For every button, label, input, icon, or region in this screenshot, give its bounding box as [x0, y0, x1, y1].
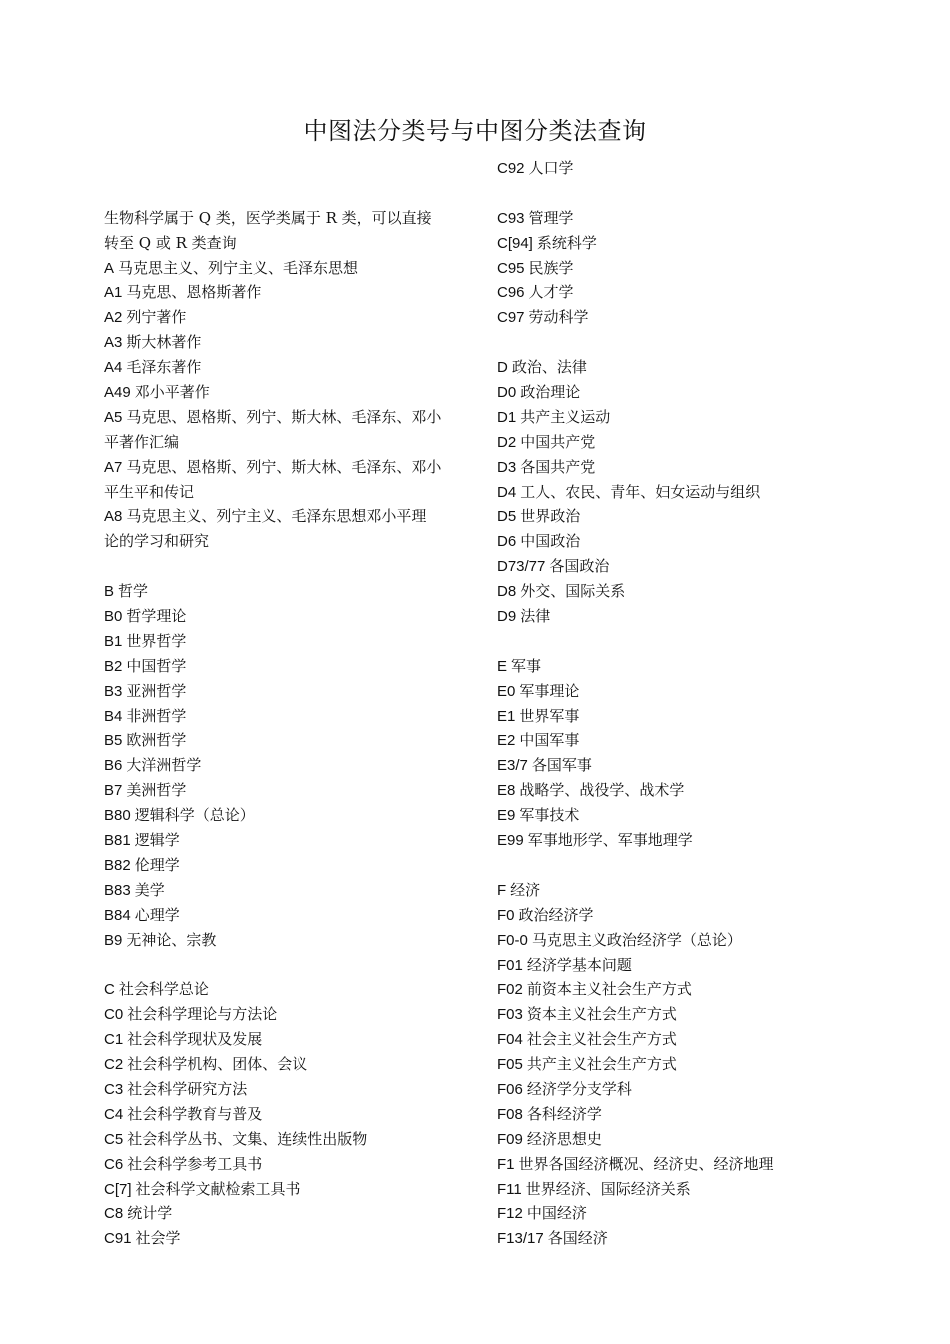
classification-entry — [497, 380, 837, 405]
class-label: 系统科学 — [536, 233, 597, 252]
classification-entry — [104, 330, 474, 355]
class-code: C2 — [104, 1056, 124, 1074]
class-label: 生物科学属于 Q 类，医学类属于 R 类，可以直接 — [104, 208, 432, 227]
class-label: 社会科学教育与普及 — [127, 1104, 263, 1123]
classification-entry — [497, 704, 837, 729]
class-code: C[7] — [104, 1180, 132, 1198]
class-label: 各国共产党 — [520, 457, 596, 476]
class-code: D4 — [497, 483, 517, 501]
class-label: 军事技术 — [519, 806, 580, 825]
classification-entry — [104, 803, 474, 828]
class-code: A2 — [104, 309, 123, 327]
classification-entry — [497, 903, 837, 928]
class-label: 经济学基本问题 — [526, 955, 632, 974]
classification-entry — [497, 231, 837, 256]
classification-entry — [104, 1177, 474, 1202]
classification-entry — [497, 256, 837, 281]
class-code: D9 — [497, 608, 517, 626]
class-code: C0 — [104, 1006, 124, 1024]
class-code: D0 — [497, 384, 517, 402]
class-label: 政治、法律 — [511, 358, 587, 377]
page-title: 中图法分类号与中图分类法查询 — [303, 117, 647, 145]
class-label: 社会学 — [135, 1229, 181, 1248]
class-label: 政治经济学 — [518, 905, 594, 924]
classification-entry — [104, 280, 474, 305]
blank-line — [104, 953, 474, 978]
class-code: B83 — [104, 881, 131, 899]
class-code: B80 — [104, 807, 131, 825]
classification-entry — [497, 554, 837, 579]
class-code: F — [497, 881, 507, 899]
class-code: D2 — [497, 433, 517, 451]
class-label: 军事理论 — [519, 681, 580, 700]
classification-entry — [497, 405, 837, 430]
classification-entry — [104, 430, 474, 455]
class-label: 邓小平著作 — [134, 383, 210, 402]
class-code: E1 — [497, 707, 516, 725]
classification-entry — [104, 928, 474, 953]
class-label: 社会主义社会生产方式 — [526, 1030, 677, 1049]
class-label: 斯大林著作 — [126, 333, 202, 352]
classification-entry — [497, 604, 837, 629]
classification-entry — [104, 231, 474, 256]
class-label: 经济学分支学科 — [526, 1079, 632, 1098]
classification-entry — [104, 753, 474, 778]
classification-entry — [104, 1002, 474, 1027]
class-code: C1 — [104, 1031, 124, 1049]
blank-line — [497, 181, 837, 206]
classification-entry — [104, 1102, 474, 1127]
class-label: 社会科学丛书、文集、连续性出版物 — [127, 1129, 368, 1148]
class-code: B81 — [104, 832, 131, 850]
classification-entry — [104, 1027, 474, 1052]
class-label: 马克思主义政治经济学（总论） — [531, 930, 742, 949]
class-code: D73/77 — [497, 558, 546, 576]
classification-entry — [497, 803, 837, 828]
class-code: E8 — [497, 782, 516, 800]
class-code: C92 — [497, 160, 525, 177]
class-code: E99 — [497, 832, 524, 850]
class-label: 经济思想史 — [526, 1129, 602, 1148]
blank-line — [497, 629, 837, 654]
class-label: 社会科学研究方法 — [127, 1079, 248, 1098]
class-code: B1 — [104, 632, 123, 650]
class-label: 社会科学参考工具书 — [127, 1154, 263, 1173]
class-label: 人口学 — [528, 159, 574, 177]
class-label: 世界经济、国际经济关系 — [525, 1179, 691, 1198]
classification-entry — [497, 928, 837, 953]
class-label: 共产主义社会生产方式 — [526, 1055, 677, 1074]
class-code: A4 — [104, 359, 123, 377]
classification-entry — [104, 380, 474, 405]
class-label: 哲学理论 — [126, 607, 187, 626]
class-label: 毛泽东著作 — [126, 358, 202, 377]
class-code: F03 — [497, 1006, 523, 1024]
classification-entry — [104, 480, 474, 505]
class-code: E9 — [497, 807, 516, 825]
class-code: C91 — [104, 1230, 132, 1248]
class-label: 战略学、战役学、战术学 — [519, 781, 685, 800]
class-label: 心理学 — [134, 905, 180, 924]
class-code: F06 — [497, 1080, 523, 1098]
class-code: A1 — [104, 284, 123, 302]
classification-entry — [497, 1102, 837, 1127]
classification-entry — [104, 256, 474, 281]
class-label: 中国共产党 — [520, 432, 596, 451]
classification-entry — [497, 828, 837, 853]
classification-entry — [104, 579, 474, 604]
class-label: 逻辑科学（总论） — [134, 806, 255, 825]
class-label: 马克思、恩格斯著作 — [126, 283, 262, 302]
class-label: 军事 — [511, 656, 542, 675]
class-label: 军事地形学、军事地理学 — [527, 831, 693, 850]
classification-entry — [104, 1226, 474, 1251]
classification-entry — [104, 977, 474, 1002]
class-label: 世界哲学 — [126, 631, 187, 650]
class-code: E3/7 — [497, 757, 528, 775]
classification-entry — [104, 1127, 474, 1152]
class-label: 共产主义运动 — [520, 407, 611, 426]
classification-entry — [497, 1152, 837, 1177]
class-code: C8 — [104, 1205, 124, 1223]
blank-line — [104, 156, 474, 181]
class-code: C95 — [497, 259, 525, 277]
blank-line — [104, 181, 474, 206]
classification-entry — [104, 654, 474, 679]
classification-entry — [497, 455, 837, 480]
right-column — [497, 156, 837, 1251]
class-code: B6 — [104, 757, 123, 775]
class-label: 资本主义社会生产方式 — [526, 1005, 677, 1024]
class-label: 中国政治 — [520, 532, 581, 551]
class-label: 大洋洲哲学 — [126, 756, 202, 775]
class-code: B7 — [104, 782, 123, 800]
classification-entry — [497, 480, 837, 505]
classification-entry — [104, 355, 474, 380]
class-label: 社会科学文献检索工具书 — [135, 1179, 301, 1198]
class-code: F05 — [497, 1056, 523, 1074]
class-label: 各国经济 — [547, 1229, 608, 1248]
class-code: F02 — [497, 981, 523, 999]
class-label: 社会科学现状及发展 — [127, 1030, 263, 1049]
classification-entry — [497, 953, 837, 978]
classification-entry — [104, 903, 474, 928]
class-code: C[94] — [497, 234, 533, 252]
class-code: A — [104, 259, 115, 277]
classification-entry — [497, 977, 837, 1002]
class-label: 马克思主义、列宁主义、毛泽东思想 — [118, 258, 359, 277]
class-label: 亚洲哲学 — [126, 681, 187, 700]
class-code: B0 — [104, 608, 123, 626]
class-code: F1 — [497, 1155, 515, 1173]
classification-entry — [104, 1052, 474, 1077]
class-label: 统计学 — [127, 1204, 173, 1223]
class-label: 转至 Q 或 R 类查询 — [104, 233, 237, 252]
classification-entry — [497, 1177, 837, 1202]
class-label: 伦理学 — [134, 855, 180, 874]
classification-entry — [497, 1002, 837, 1027]
classification-entry — [497, 280, 837, 305]
class-label: 工人、农民、青年、妇女运动与组织 — [520, 482, 761, 501]
class-label: 中国军事 — [519, 731, 580, 750]
blank-line — [497, 330, 837, 355]
classification-entry — [104, 206, 474, 231]
class-code: C97 — [497, 309, 525, 327]
classification-entry — [104, 1077, 474, 1102]
classification-entry — [104, 704, 474, 729]
class-code: C3 — [104, 1080, 124, 1098]
classification-entry — [497, 504, 837, 529]
class-label: 非洲哲学 — [126, 706, 187, 725]
class-code: A8 — [104, 508, 123, 526]
blank-line — [497, 853, 837, 878]
class-label: 经济 — [510, 880, 541, 899]
classification-entry — [104, 504, 474, 529]
class-code: F09 — [497, 1130, 523, 1148]
classification-entry — [497, 579, 837, 604]
class-code: B9 — [104, 931, 123, 949]
class-label: 各科经济学 — [526, 1104, 602, 1123]
classification-entry — [497, 679, 837, 704]
class-label: 政治理论 — [520, 383, 581, 402]
class-label: 外交、国际关系 — [520, 582, 626, 601]
classification-entry — [104, 853, 474, 878]
classification-entry — [497, 753, 837, 778]
class-code: A7 — [104, 458, 123, 476]
class-code: C4 — [104, 1105, 124, 1123]
class-code: B84 — [104, 906, 131, 924]
class-code: C — [104, 981, 115, 999]
class-code: B4 — [104, 707, 123, 725]
class-code: B — [104, 583, 115, 601]
classification-entry — [497, 728, 837, 753]
classification-entry — [497, 355, 837, 380]
classification-entry — [497, 1201, 837, 1226]
left-column — [104, 156, 474, 1251]
classification-entry — [497, 1027, 837, 1052]
class-label: 世界军事 — [519, 706, 580, 725]
class-code: A5 — [104, 408, 123, 426]
classification-entry — [104, 728, 474, 753]
class-code: C93 — [497, 209, 525, 227]
class-code: F0-0 — [497, 931, 528, 949]
class-label: 列宁著作 — [126, 308, 187, 327]
classification-entry — [104, 778, 474, 803]
class-code: B2 — [104, 657, 123, 675]
classification-entry — [497, 654, 837, 679]
class-code: B5 — [104, 732, 123, 750]
class-label: 平著作汇编 — [104, 432, 180, 451]
classification-entry — [104, 405, 474, 430]
classification-entry — [104, 305, 474, 330]
classification-entry — [497, 156, 837, 181]
class-label: 人才学 — [528, 283, 574, 302]
classification-entry — [104, 529, 474, 554]
classification-entry — [104, 828, 474, 853]
class-code: A3 — [104, 334, 123, 352]
classification-entry — [104, 878, 474, 903]
class-code: E2 — [497, 732, 516, 750]
class-label: 各国军事 — [531, 756, 592, 775]
class-code: F11 — [497, 1180, 522, 1198]
class-code: D1 — [497, 408, 517, 426]
class-code: C6 — [104, 1155, 124, 1173]
blank-line — [104, 554, 474, 579]
class-label: 社会科学理论与方法论 — [127, 1005, 278, 1024]
class-code: F0 — [497, 906, 515, 924]
class-label: 社会科学总论 — [118, 980, 209, 999]
class-label: 哲学 — [118, 582, 149, 601]
class-label: 马克思、恩格斯、列宁、斯大林、毛泽东、邓小 — [126, 457, 442, 476]
class-label: 世界各国经济概况、经济史、经济地理 — [518, 1154, 774, 1173]
class-code: D5 — [497, 508, 517, 526]
class-label: 美洲哲学 — [126, 781, 187, 800]
classification-entry — [104, 679, 474, 704]
class-code: D6 — [497, 533, 517, 551]
classification-entry — [104, 604, 474, 629]
class-label: 欧洲哲学 — [126, 731, 187, 750]
classification-entry — [104, 629, 474, 654]
class-code: B82 — [104, 856, 131, 874]
class-code: F04 — [497, 1031, 523, 1049]
classification-entry — [497, 1226, 837, 1251]
class-label: 中国哲学 — [126, 656, 187, 675]
class-code: F01 — [497, 956, 523, 974]
class-code: A49 — [104, 384, 131, 402]
class-code: D8 — [497, 583, 517, 601]
class-label: 无神论、宗教 — [126, 930, 217, 949]
class-label: 法律 — [520, 607, 551, 626]
classification-entry — [497, 1077, 837, 1102]
class-label: 社会科学机构、团体、会议 — [127, 1055, 308, 1074]
class-label: 马克思、恩格斯、列宁、斯大林、毛泽东、邓小 — [126, 407, 442, 426]
classification-entry — [497, 430, 837, 455]
class-code: D — [497, 359, 508, 377]
classification-entry — [497, 305, 837, 330]
class-label: 中国经济 — [526, 1204, 587, 1223]
classification-entry — [104, 1152, 474, 1177]
class-code: E0 — [497, 682, 516, 700]
class-label: 民族学 — [528, 258, 574, 277]
class-code: C5 — [104, 1130, 124, 1148]
class-code: D3 — [497, 458, 517, 476]
classification-entry — [497, 1052, 837, 1077]
class-label: 平生平和传记 — [104, 482, 195, 501]
class-label: 美学 — [134, 880, 165, 899]
classification-entry — [497, 529, 837, 554]
class-code: E — [497, 657, 508, 675]
class-code: C96 — [497, 284, 525, 302]
classification-entry — [497, 206, 837, 231]
class-code: B3 — [104, 682, 123, 700]
class-label: 马克思主义、列宁主义、毛泽东思想邓小平理 — [126, 507, 427, 526]
classification-entry — [497, 878, 837, 903]
classification-entry — [104, 1201, 474, 1226]
class-label: 前资本主义社会生产方式 — [526, 980, 692, 999]
class-code: F08 — [497, 1105, 523, 1123]
class-label: 管理学 — [528, 208, 574, 227]
class-label: 各国政治 — [549, 557, 610, 576]
class-code: F12 — [497, 1205, 523, 1223]
class-label: 世界政治 — [520, 507, 581, 526]
classification-entry — [104, 455, 474, 480]
class-label: 逻辑学 — [134, 831, 180, 850]
class-label: 论的学习和研究 — [104, 532, 210, 551]
classification-entry — [497, 778, 837, 803]
class-label: 劳动科学 — [528, 308, 589, 327]
classification-entry — [497, 1127, 837, 1152]
class-code: F13/17 — [497, 1230, 544, 1248]
